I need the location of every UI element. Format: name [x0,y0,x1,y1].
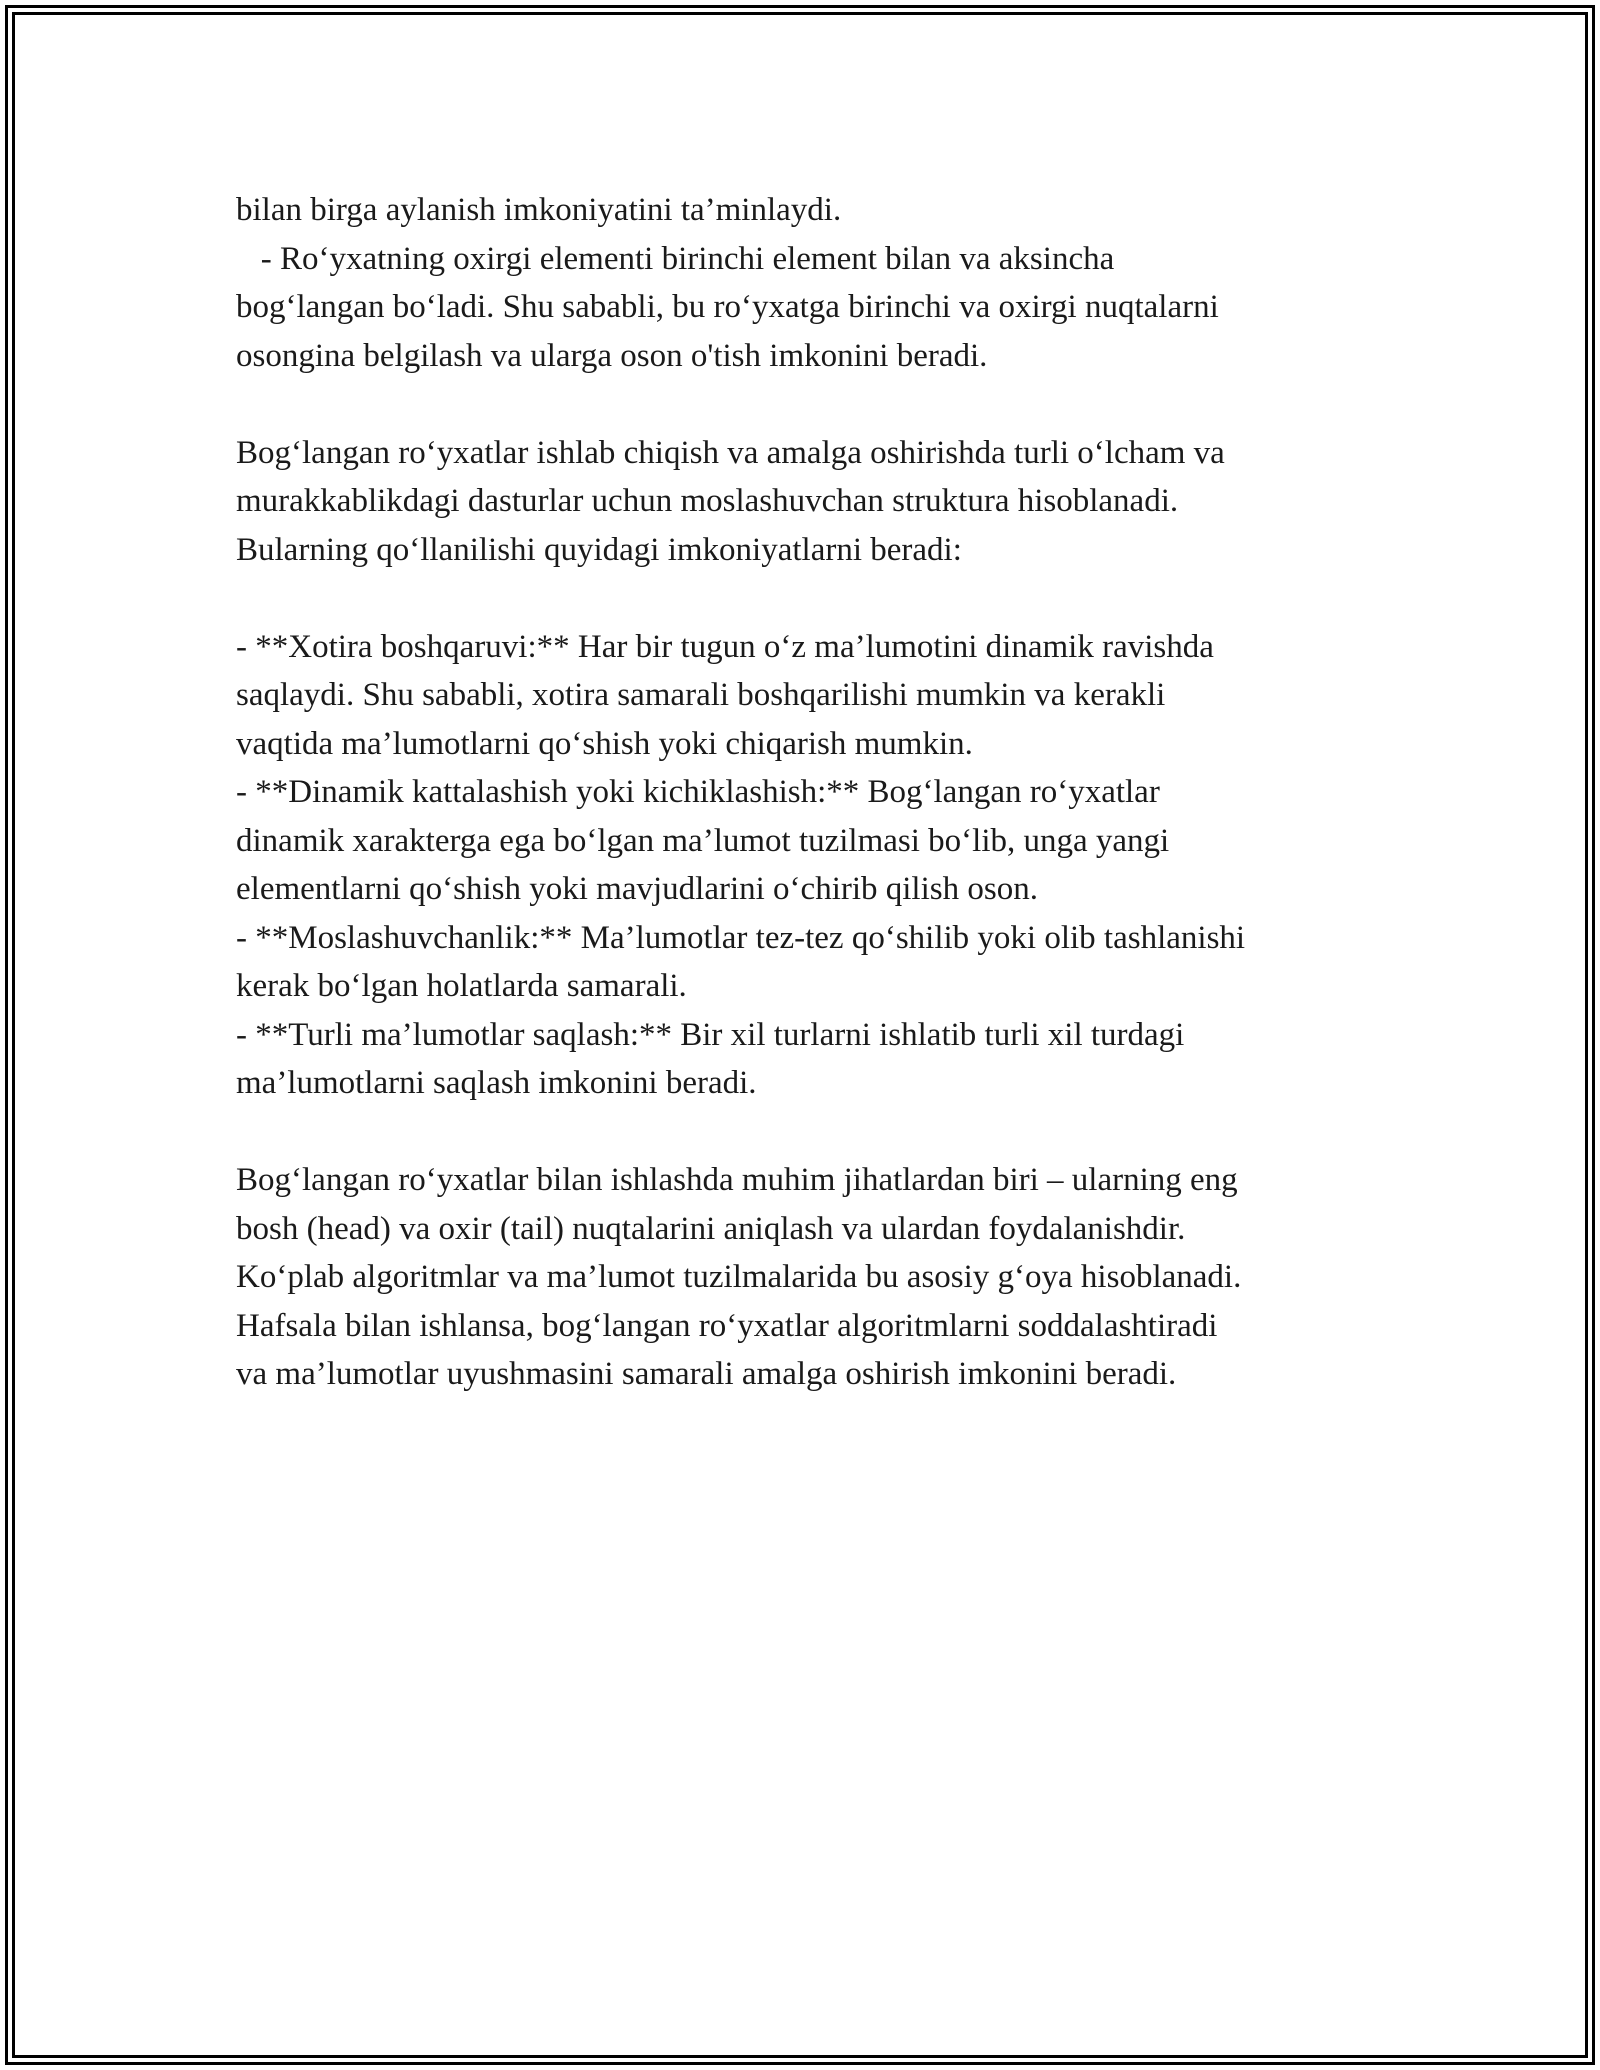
paragraph-gap [236,574,1376,623]
text-line: Bularning qo‘llanilishi quyidagi imkoniyatlarni beradi: [236,531,962,568]
text-line: bilan birga aylanish imkoniyatini ta’minlaydi. [236,192,842,228]
text-line: Bog‘langan ro‘yxatlar bilan ishlashda muhim jihatlardan biri – ularning eng [236,1162,1238,1198]
list-item-line: ma’lumotlarni saqlash imkonini beradi. [236,1065,757,1101]
text-line: Hafsala bilan ishlansa, bog‘langan ro‘yxatlar algoritmlarni soddalashtiradi [236,1307,1218,1344]
list-item-line: - **Turli ma’lumotlar saqlash:** Bir xil turlarni ishlatib turli xil turdagi [236,1016,1185,1053]
list-item-line: saqlaydi. Shu sababli, xotira samarali boshqarilishi mumkin va kerakli [236,677,1166,713]
list-item-line: kerak bo‘lgan holatlarda samarali. [236,968,687,1004]
text-line: va ma’lumotlar uyushmasini samarali amalga oshirish imkonini beradi. [236,1356,1177,1392]
document-body [236,186,1376,1399]
list-item-line: - **Xotira boshqaruvi:** Har bir tugun o‘z ma’lumotini dinamik ravishda [236,628,1214,665]
list-item-line: dinamik xarakterga ega bo‘lgan ma’lumot tuzilmasi bo‘lib, unga yangi [236,822,1170,859]
paragraph-gap [236,1108,1376,1157]
text-line: - Ro‘yxatning oxirgi elementi birinchi element bilan va aksincha [236,240,1115,277]
text-line: bog‘langan bo‘ladi. Shu sababli, bu ro‘yxatga birinchi va oxirgi nuqtalarni [236,289,1219,325]
text-line: bosh (head) va oxir (tail) nuqtalarini aniqlash va ulardan foydalanishdir. [236,1210,1186,1247]
text-line: Ko‘plab algoritmlar va ma’lumot tuzilmalarida bu asosiy g‘oya hisoblanadi. [236,1259,1242,1295]
text-line: murakkablikdagi dasturlar uchun moslashuvchan struktura hisoblanadi. [236,483,1179,519]
list-item-line: - **Moslashuvchanlik:** Ma’lumotlar tez-tez qo‘shilib yoki olib tashlanishi [236,919,1246,956]
list-item-line: vaqtida ma’lumotlarni qo‘shish yoki chiqarish mumkin. [236,725,973,762]
text-line: osongina belgilash va ularga oson o'tish imkonini beradi. [236,337,988,374]
paragraph-gap [236,380,1376,429]
list-item-line: - **Dinamik kattalashish yoki kichiklashish:** Bog‘langan ro‘yxatlar [236,774,1160,810]
text-line: Bog‘langan ro‘yxatlar ishlab chiqish va amalga oshirishda turli o‘lcham va [236,434,1225,471]
list-item-line: elementlarni qo‘shish yoki mavjudlarini o‘chirib qilish oson. [236,871,1038,907]
